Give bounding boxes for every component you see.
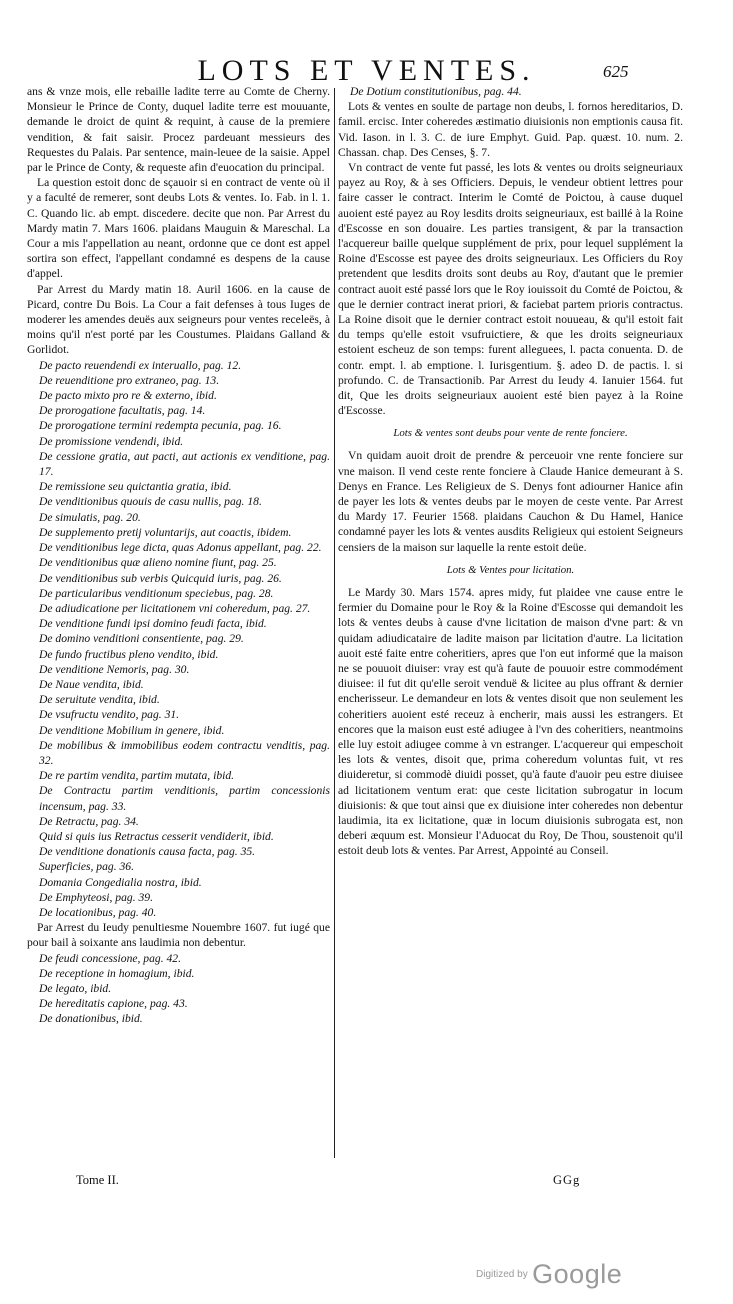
reference-item: De mobilibus & immobilibus eodem contractu venditis, pag. 32.	[39, 738, 330, 767]
paragraph: ans & vnze mois, elle rebaille ladite terre au Comte de Cherny. Monsieur le Prince de Conty, duquel ladite terre est mouuante, demande le droict de quint & requint, à cause de la premiere vendition, & fait saisir. Procez pardeuant messieurs des Requestes du Palais. Par sentence, main-leuee de la saisie. Appel par le Prince de Conty, & requeste afin d'euocation du principal.	[27, 85, 330, 175]
paragraph: Le Mardy 30. Mars 1574. apres midy, fut plaidee vne cause entre le fermier du Domaine pour le Roy & la Roine d'Escosse qui demandoit les lots & ventes deubs à cause d'vne licitation de maison d'vne part: & vn quidam adiudicataire de ladite maison par licitation d'autre. La licitation auoit esté faite entre coheritiers, apres que l'on eut informé que la maison ne se pouuoit diuiser: vray est qu'à faute de pouuoir estre commodément diuisee: il fut dit qu'elle seroit venduë & licitee au plus offrant & dernier encherisseur. Le demandeur en lots & ventes disoit que non seulement les coheritiers auoient esté receuz à encherir, mais aussi les estrangers. Et encores que la maison eust esté adiugee à l'vn des coheritiers, neantmoins elle luy estoit adiugee comme à vn estranger. L'acquereur qui empeschoit les lots & ventes, disoit que, prima coheredum voluntas fuit, vt res diuideretur, si commodè diuidi posset, qu'à faute d'auoir peu estre diuisee ad licitationem ventum erat: que ceste licitation subrogatur in locum diuisionis: & que tout ainsi que ex diuisione inter coheredes non debentur laudimia, ita ex licitatione, quæ in locum diuisionis subrogata est, non deberi æquum est. Monsieur l'Aduocat du Roy, De Thou, soustenoit qu'il estoit deub lots & ventes. Par Arrest, Appointé au Conseil.	[338, 585, 683, 858]
running-title: LOTS ET VENTES.	[197, 54, 536, 87]
reference-item: De Retractu, pag. 34.	[39, 814, 139, 828]
reference-item: De Naue vendita, ibid.	[39, 677, 144, 691]
reference-item: De seruitute vendita, ibid.	[39, 693, 160, 707]
left-column	[27, 84, 330, 1027]
google-logo: Google	[532, 1259, 623, 1289]
reference-item: De venditionibus lege dicta, quas Adonus appellant, pag. 22.	[39, 541, 322, 555]
reference-item: De vsufructu vendito, pag. 31.	[39, 708, 180, 722]
reference-item: De venditionibus sub verbis Quicquid iuris, pag. 26.	[39, 571, 282, 585]
page-number: 625	[603, 62, 629, 81]
watermark-prefix: Digitized by	[476, 1269, 528, 1280]
reference-item: De donationibus, ibid.	[39, 1012, 143, 1026]
reference-item: Domania Congedialia nostra, ibid.	[39, 875, 202, 889]
reference-item: De remissione seu quictantia gratia, ibid.	[39, 480, 232, 494]
reference-item: De Contractu partim venditionis, partim concessionis incensum, pag. 33.	[39, 784, 330, 813]
reference-item: De venditione donationis causa facta, pag. 35.	[39, 845, 256, 859]
reference-item: De legato, ibid.	[39, 981, 112, 995]
right-column	[338, 84, 683, 859]
reference-item: De venditione Nemoris, pag. 30.	[39, 662, 190, 676]
reference-item: De cessione gratia, aut pacti, aut actionis ex venditione, pag. 17.	[39, 449, 330, 479]
paragraph: La question estoit donc de sçauoir si en contract de vente où il y a faculté de remerer, sont deubs Lots & ventes. Io. Fab. in l. 1. C. Quando lic. ab empt. discedere. decite que non. Par Arrest du Mardy matin 7. Mars 1606. plaidans Mauguin & Mareschal. La Cour a mis l'appellation au neant, ordonne que ce dont est appel sortira son effect, l'appellant condamné es despens de la cause d'appel.	[27, 176, 330, 281]
paragraph: Par Arrest du Ieudy penultiesme Nouembre 1607. fut iugé que pour bail à soixante ans laudimia non debentur.	[27, 921, 330, 950]
reference-item: Quid si quis ius Retractus cesserit vendiderit, ibid.	[39, 829, 274, 843]
reference-item: De hereditatis capione, pag. 43.	[39, 997, 188, 1011]
reference-item: De receptione in homagium, ibid.	[39, 966, 195, 980]
reference-item: De Dotium constitutionibus, pag. 44.	[350, 85, 522, 98]
reference-item: De pacto reuendendi ex interuallo, pag. 12.	[39, 358, 242, 372]
paragraph: Vn contract de vente fut passé, les lots & ventes ou droits seigneuriaux payez au Roy, & à ses Officiers. Depuis, le vendeur obtient lettres pour faire casser le contract. Interim le Comté de Poictou, à cause duquel auoient esté payez au Roy lesdits droits seigneuriaux, est baillé à la Roine d'Escosse en son douaire. Les parties transigent, & par la transaction l'acquereur baille quelque supplément de prix, pour lequel supplément la Roine d'Escosse est payee des droits seigneuriaux. Les Officiers du Roy pretendent que lesdits droits sont deubs au Roy, d'autant que le premier contract auoit esté passé lors que le Roy iouissoit du Comté de Poictou, & que le dernier contract inerat priori, & faciebat partem prioris contractus. La Roine disoit que le dernier contract estoit nouueau, & qu'il estoit fait du temps qu'elle estoit vsufruictiere, & que les droits seigneuriaux estoient escheuz de son temps: furent alleguees, l. pacta conuenta. D. de contr. empt. l. ab emptione. l. Iurisgentium. §. adeo D. de pactis. l. si profundo. C. de Transactionib. Par Arrest du Ieudy 4. Ianuier 1564. fut dit, Que les droits seigneuriaux auoient esté bien payez à la Roine d'Escosse.	[338, 161, 683, 418]
reference-item: De re partim vendita, partim mutata, ibid.	[39, 769, 235, 783]
tome-label: Tome II.	[76, 1173, 119, 1187]
reference-item: De pacto mixto pro re & externo, ibid.	[39, 389, 217, 403]
reference-item: De adiudicatione per licitationem vni coheredum, pag. 27.	[39, 601, 311, 615]
reference-item: De prorogatione termini redempta pecunia, pag. 16.	[39, 419, 282, 433]
reference-item: De reuenditione pro extraneo, pag. 13.	[39, 373, 220, 387]
paragraph: Lots & ventes en soulte de partage non deubs, l. fornos hereditarios, D. famil. ercisc. Inter coheredes æstimatio diuisionis non emptionis causa fit. Vid. Iason. in l. 3. C. de iure Emphyt. Guid. Pap. quæst. 10. num. 2. Chassan. chap. Des Censes, §. 7.	[338, 100, 683, 159]
reference-item: De promissione vendendi, ibid.	[39, 434, 184, 448]
reference-item: De domino venditioni consentiente, pag. 29.	[39, 632, 244, 646]
reference-item: De fundo fructibus pleno vendito, ibid.	[39, 647, 219, 661]
reference-item: De particularibus venditionum speciebus, pag. 28.	[39, 586, 274, 600]
column-divider	[334, 88, 335, 1158]
reference-item: De supplemento pretij voluntarijs, aut coactis, ibidem.	[39, 525, 292, 539]
reference-item: De venditione fundi ipsi domino feudi facta, ibid.	[39, 617, 267, 631]
paragraph: Par Arrest du Mardy matin 18. Auril 1606. en la cause de Picard, contre Du Bois. La Cour a fait defenses à tous Iuges de moderer les amendes deuës aux seigneurs pour ventes receleës, à moins qu'il n'est porté par les Coustumes. Plaidans Galland & Gorlidot.	[27, 282, 330, 357]
reference-list	[27, 358, 330, 921]
reference-item: Superficies, pag. 36.	[39, 860, 134, 874]
reference-item: De venditionibus quouis de casu nullis, pag. 18.	[39, 495, 262, 509]
section-heading: Lots & Ventes pour licitation.	[446, 563, 575, 576]
reference-item: De simulatis, pag. 20.	[39, 510, 141, 524]
reference-item: De venditione Mobilium in genere, ibid.	[39, 723, 225, 737]
paragraph: Vn quidam auoit droit de prendre & perceuoir vne rente fonciere sur vne maison. Il vend ceste rente fonciere à Claude Hanice demeurant à S. Denys en France. Les Religieux de S. Denys font adiourner Hanice afin de payer les lots & ventes deubs par le moyen de ceste vente. Par Arrest du Mardy 17. Feurier 1568. plaidans Cauchon & Du Hamel, Hanice condamné payer les lots & ventes ausdits Religieux qui estoient Seigneurs censiers de la maison sur laquelle la rente estoit deüe.	[338, 449, 683, 554]
reference-list	[27, 951, 330, 1027]
reference-item: De venditionibus quæ alieno nomine fiunt, pag. 25.	[39, 556, 277, 570]
signature-mark: GGg	[553, 1173, 581, 1187]
digitized-watermark	[476, 1259, 622, 1290]
reference-item: De prorogatione facultatis, pag. 14.	[39, 404, 206, 418]
reference-item: De Emphyteosi, pag. 39.	[39, 890, 153, 904]
section-heading: Lots & ventes sont deubs pour vente de rente fonciere.	[393, 427, 628, 440]
reference-item: De locationibus, pag. 40.	[39, 905, 157, 919]
reference-item: De feudi concessione, pag. 42.	[39, 951, 181, 965]
